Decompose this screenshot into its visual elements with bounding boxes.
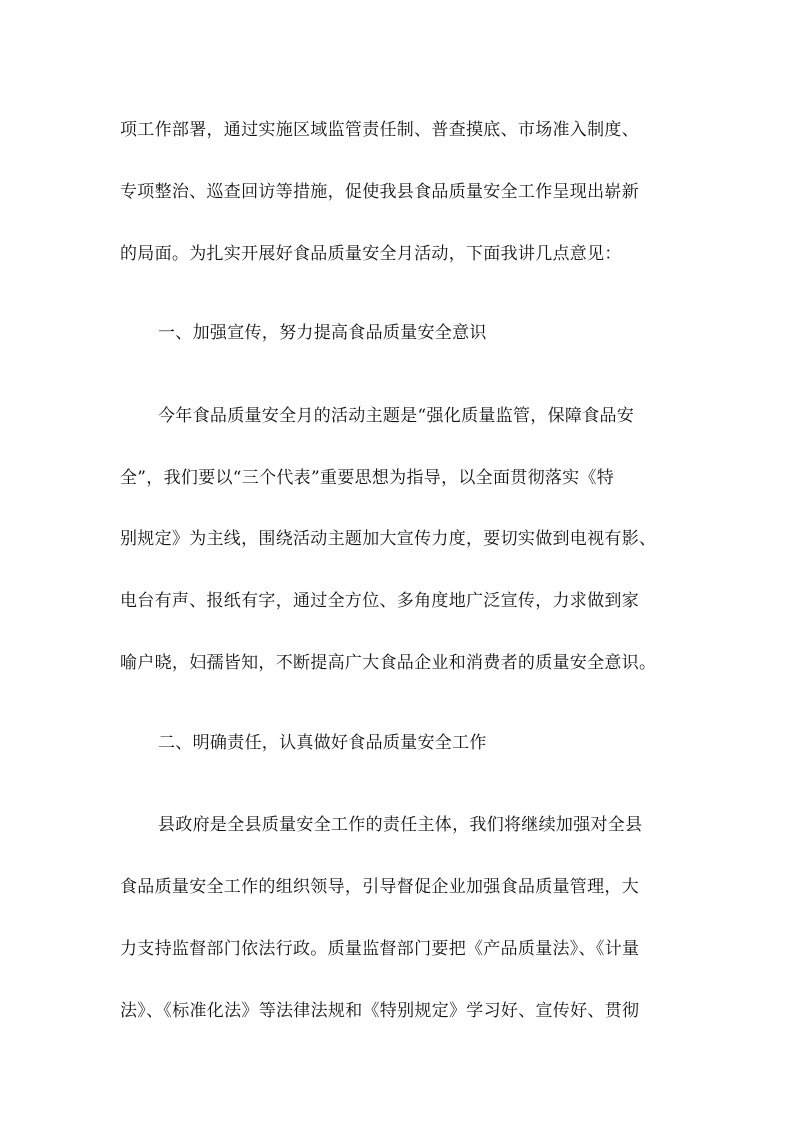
body-text-line: 法》、《标准化法》等法律法规和《特别规定》学习好、宣传好、贯彻 <box>120 1001 640 1021</box>
body-text-line: 食品质量安全工作的组织领导，引导督促企业加强食品质量管理，大 <box>120 877 639 897</box>
body-text-line: 别规定》为主线，围绕活动主题加大宣传力度，要切实做到电视有影、 <box>120 529 657 549</box>
body-text-line: 的局面。为扎实开展好食品质量安全月活动，下面我讲几点意见： <box>120 244 622 264</box>
body-text-line: 全”，我们要以“三个代表”重要思想为指导，以全面贯彻落实《特 <box>120 468 615 488</box>
body-text-line: 今年食品质量安全月的活动主题是“强化质量监管，保障食品安 <box>158 406 635 426</box>
section-heading-1: 一、加强宣传，努力提高食品质量安全意识 <box>158 323 487 343</box>
body-text-line: 项工作部署，通过实施区域监管责任制、普查摸底、市场准入制度、 <box>120 120 639 140</box>
section-heading-2: 二、明确责任，认真做好食品质量安全工作 <box>158 733 487 753</box>
body-text-line: 喻户晓，妇孺皆知，不断提高广大食品企业和消费者的质量安全意识。 <box>120 653 657 673</box>
body-text-line: 电台有声、报纸有字，通过全方位、多角度地广泛宣传，力求做到家 <box>120 591 639 611</box>
body-text-line: 力支持监督部门依法行政。质量监督部门要把《产品质量法》、《计量 <box>120 939 640 959</box>
body-text-line: 县政府是全县质量安全工作的责任主体，我们将继续加强对全县 <box>158 815 643 835</box>
body-text-line: 专项整治、巡查回访等措施，促使我县食品质量安全工作呈现出崭新 <box>120 182 639 202</box>
